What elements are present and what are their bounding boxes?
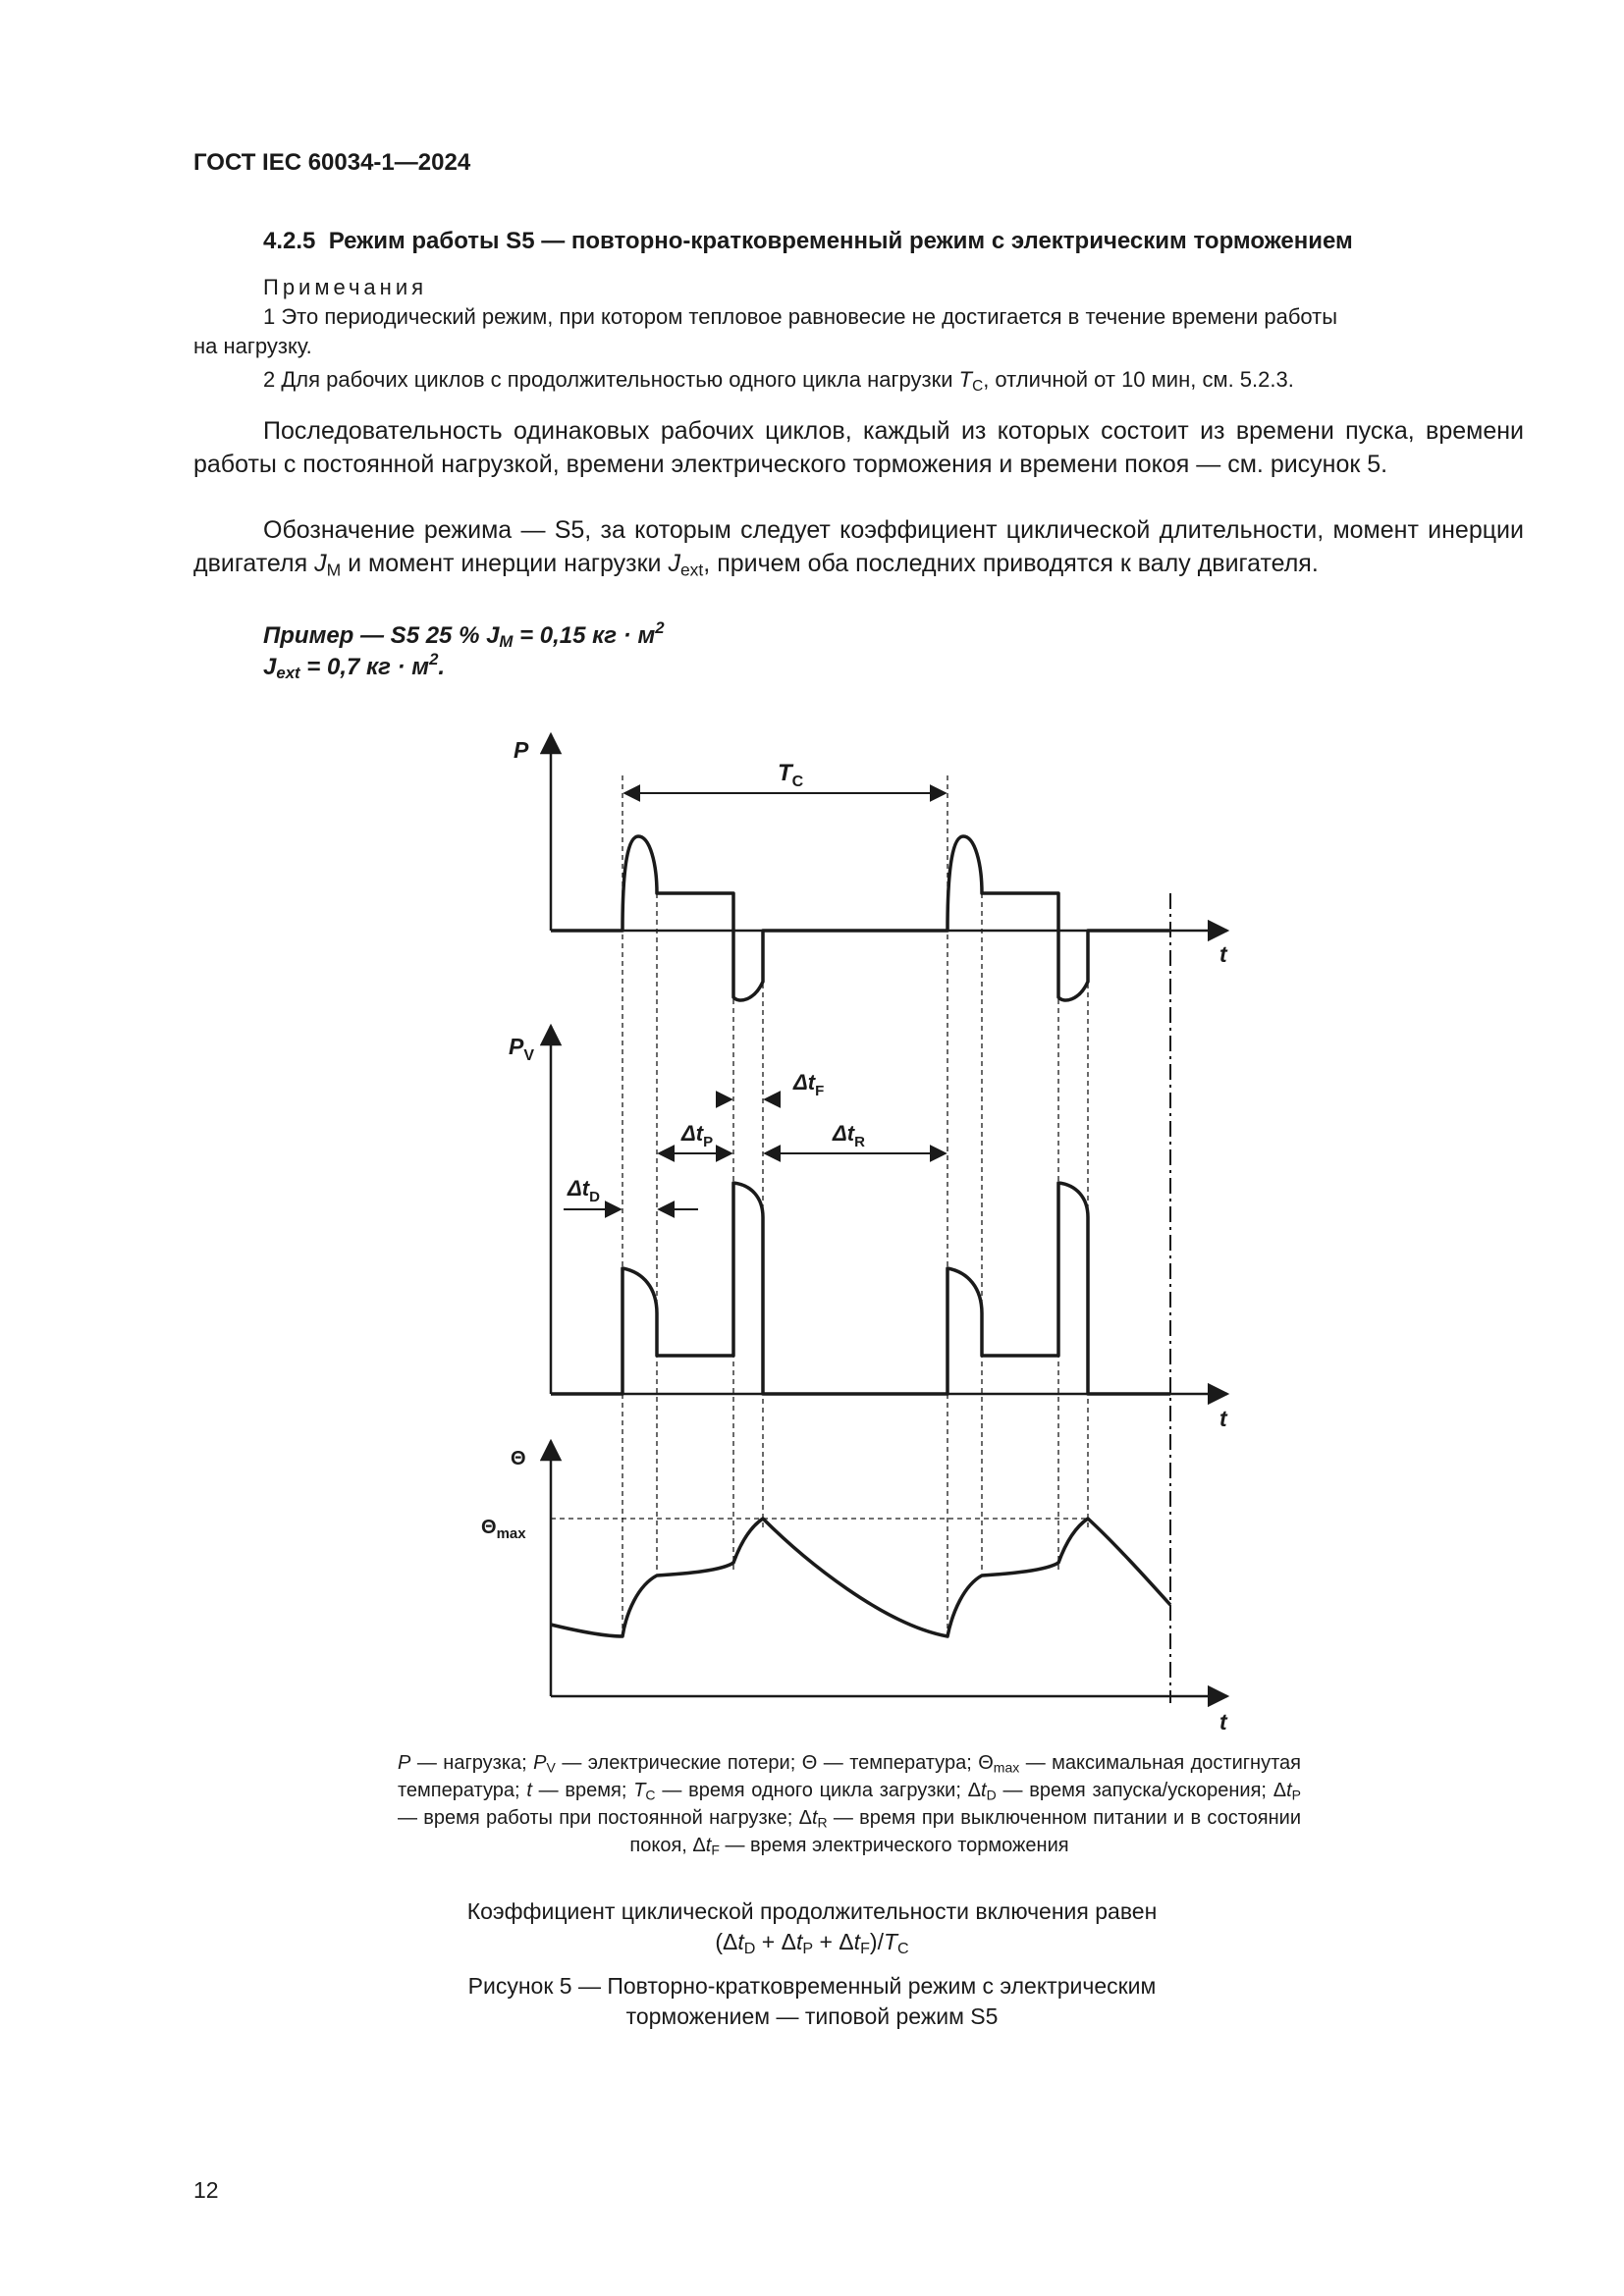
tc-label: $T_C$ [778, 760, 804, 790]
notes-title: Примечания [263, 275, 428, 299]
dt-d-label: $\Delta t_D$ [568, 1176, 600, 1205]
figure-caption-line-1: Рисунок 5 — Повторно-кратковременный режим с электрическим [467, 1973, 1157, 1999]
dt-p-label: $\Delta t_P$ [681, 1121, 714, 1150]
theta-max-label: $\Theta_{max}$ [481, 1517, 526, 1542]
formula-intro: Коэффициент циклической продолжительности включения равен [466, 1898, 1158, 1924]
losses-curve [551, 1183, 1170, 1394]
dashed-guides [551, 775, 1088, 1639]
formula: $(\Delta t_D + \Delta t_P + \Delta t_F)/T_C$ [715, 1929, 909, 1958]
paragraph-1: Последовательность одинаковых рабочих циклов, каждый из которых состоит из времени пуска, времени работы с постоянной нагрузкой, времени электрического торможения и времени покоя — см. рисунок 5. [193, 417, 1524, 478]
dt-r-label: $\Delta t_R$ [833, 1121, 865, 1150]
t-axis-label-1: t [1219, 941, 1227, 967]
example-line-1: Пример — S5 25 % $J_M = 0,15$ кг · $м^2$ [263, 617, 665, 652]
note-2: 2 Для рабочих циклов с продолжительностью одного цикла нагрузки $T_C$, отличной от 10 мин, см. 5.2.3. [263, 367, 1294, 395]
note-1-line-1: 1 Это периодический режим, при котором тепловое равновесие не достигается в течение времени работы [263, 304, 1338, 329]
document-header: ГОСТ IEC 60034-1—2024 [193, 149, 471, 176]
load-curve [551, 836, 1170, 1000]
note-1-line-2: на нагрузку. [193, 334, 312, 358]
t-axis-label-3: t [1219, 1709, 1227, 1735]
t-axis-label-2: t [1219, 1406, 1227, 1431]
example-line-2: $J_{ext} = 0,7$ кг · $м^2$. [263, 649, 446, 683]
temperature-curve [551, 1519, 1170, 1636]
figure-legend: P — нагрузка; $P_V$ — электрические потери; Θ — температура; $\Theta_{max}$ — максимальная достигнутая температура; t — время; $T_C$ — время одного цикла загрузки; $\Delta t_D$ — время запуска/ускорения; $\Delta t_P$ — время работы при постоянной нагрузке; $\Delta t_R$ — время при выключенном питании и в состоянии покоя, $\Delta t_F$ — время электрического торможения [398, 1752, 1301, 1858]
paragraph-2: Обозначение режима — S5, за которым следует коэффициент циклической длительности, момент инерции двигателя $J_M$ и момент инерции нагрузки $J_{ext}$, причем оба последних приводятся к валу двигателя. [193, 516, 1524, 580]
p-axis-label: P [514, 737, 529, 763]
theta-axis-label: Θ [511, 1448, 526, 1469]
dt-f-label: $\Delta t_F$ [793, 1070, 825, 1099]
page-number: 12 [193, 2177, 219, 2203]
section-number: 4.2.5 [263, 228, 316, 254]
section-title: Режим работы S5 — повторно-кратковременный режим с электрическим торможением [328, 228, 1353, 254]
pv-axis-label: $P_V$ [509, 1034, 535, 1064]
figure-caption-line-2: торможением — типовой режим S5 [625, 2003, 999, 2029]
